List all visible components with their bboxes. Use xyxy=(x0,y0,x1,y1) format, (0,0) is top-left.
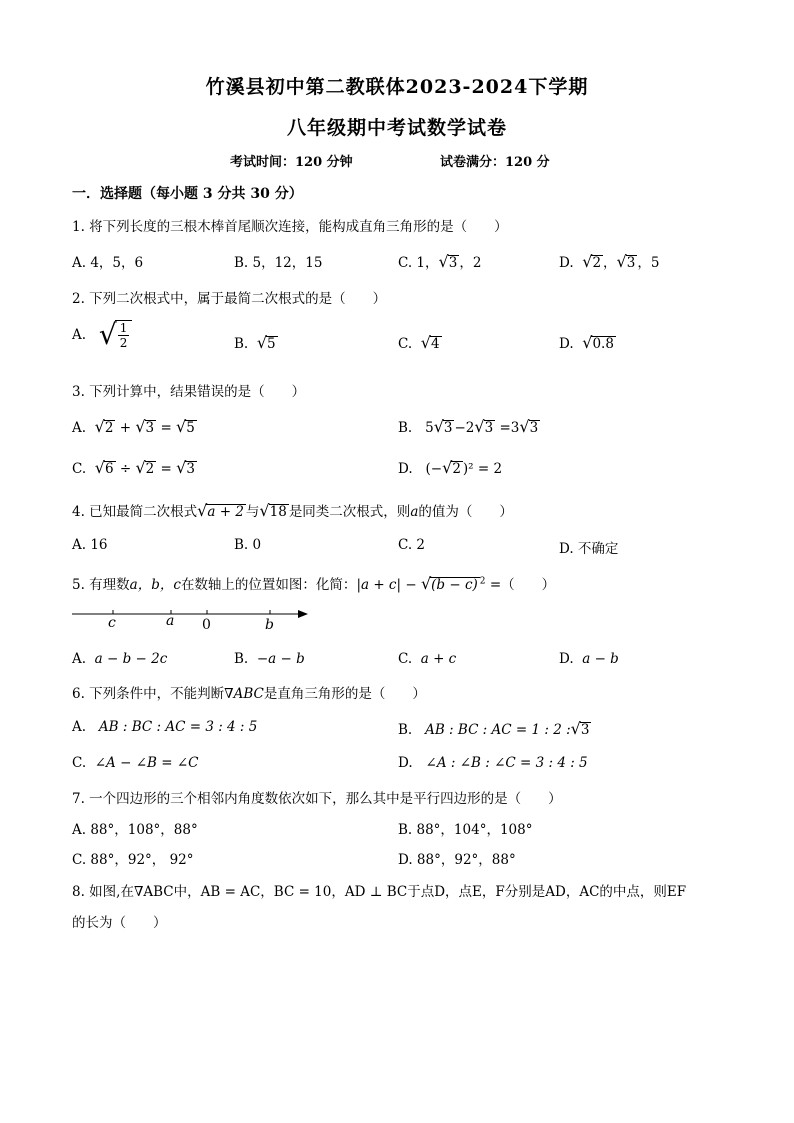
question-5-option-a xyxy=(72,651,167,667)
option-label: A. xyxy=(72,651,87,667)
stem-text: 是同类二次根式，则 xyxy=(288,504,411,520)
option-text: C. 1， xyxy=(398,255,439,271)
operator: − xyxy=(401,577,421,593)
variables: a，b，c xyxy=(129,577,181,593)
option-label: D. xyxy=(398,461,413,477)
question-6-option-a xyxy=(72,719,257,735)
option-label: C. xyxy=(72,755,87,771)
question-6-option-d xyxy=(398,755,588,771)
exam-title-line1: 竹溪县初中第二教联体2023-2024下学期 xyxy=(205,76,589,98)
question-5-option-d xyxy=(559,651,619,667)
question-3-option-b: B. 5√3 −2√3 =3√3 xyxy=(398,417,539,436)
radicand: 6 xyxy=(104,461,114,477)
fraction-denominator: 2 xyxy=(119,336,128,350)
question-4-option-a: A. 16 xyxy=(72,537,108,553)
label-b: b xyxy=(265,617,274,633)
option-value: a − b xyxy=(582,651,619,667)
question-5-stem: 5. 有理数a，b，c在数轴上的位置如图：化简：|a + c| − √(b − c) $^2$ =（ ） xyxy=(72,574,556,593)
question-2-option-b: B. √5 xyxy=(234,333,276,352)
question-3-option-a: A. √2 + √3 = √5 xyxy=(72,417,195,436)
exam-score: 试卷满分：120 分 xyxy=(440,155,550,170)
question-1-option-b: B. 5，12，15 xyxy=(234,255,323,271)
operator: = xyxy=(160,420,172,436)
option-value: AB : BC : AC = 3 : 4 : 5 xyxy=(98,719,258,735)
radicand: 0.8 xyxy=(592,336,614,352)
option-label: D. xyxy=(559,255,574,271)
question-8-stem-line2: 的长为（ ） xyxy=(72,915,167,931)
option-value: AB : BC : AC = 1 : 2 : xyxy=(425,722,571,738)
radicand: 4 xyxy=(430,336,440,352)
stem-text: 在数轴上的位置如图：化简： xyxy=(180,577,357,593)
operator: = xyxy=(160,461,172,477)
exponent: 2 xyxy=(479,576,486,587)
option-label: C. xyxy=(398,651,413,667)
question-6-option-b: B. AB : BC : AC = 1 : 2 :√3 xyxy=(398,719,590,738)
expression-part: )² = 2 xyxy=(462,461,503,477)
operator: + xyxy=(119,420,132,436)
stem-text: 4. 已知最简二次根式 xyxy=(72,504,198,520)
label-a: a xyxy=(166,613,175,629)
expression-part: (− xyxy=(425,461,443,477)
question-3-stem: 3. 下列计算中，结果错误的是（ ） xyxy=(72,384,306,400)
question-3-option-c: C. √6 ÷ √2 = √3 xyxy=(72,458,195,477)
question-4-option-b: B. 0 xyxy=(234,537,262,553)
question-2-option-a: A. √ $\frac{1}{2}$ xyxy=(72,320,132,350)
operator: =3 xyxy=(499,420,520,436)
question-4-option-d: D. 不确定 xyxy=(559,541,619,557)
question-4-stem: 4. 已知最简二次根式√a + 2 与√18 是同类二次根式，则a的值为（ ） xyxy=(72,501,513,520)
question-5-option-c xyxy=(398,651,456,667)
exam-time: 考试时间：120 分钟 xyxy=(230,155,353,170)
option-label: D. xyxy=(559,651,574,667)
variable: a xyxy=(410,504,419,520)
option-text: ，5 xyxy=(637,255,660,271)
option-value: −a − b xyxy=(256,651,305,667)
option-label: D. xyxy=(398,755,413,771)
option-label: B. xyxy=(234,336,249,352)
radicand: 3 xyxy=(145,420,155,436)
radicand: 3 xyxy=(448,255,458,271)
option-value: ∠A − ∠B = ∠C xyxy=(94,755,199,771)
radicand: 3 xyxy=(626,255,636,271)
option-label: B. xyxy=(398,722,413,738)
option-label: B. xyxy=(398,420,413,436)
radicand: 3 xyxy=(443,420,453,436)
question-1-option-d: D. √2 ，√3 ，5 xyxy=(559,252,660,271)
question-4-option-c: C. 2 xyxy=(398,537,426,553)
question-1-stem: 1. 将下列长度的三根木棒首尾顺次连接，能构成直角三角形的是（ ） xyxy=(72,219,508,235)
option-value: a + c xyxy=(420,651,457,667)
option-label: C. xyxy=(398,336,413,352)
radicand: 2 xyxy=(592,255,602,271)
question-1-option-c: C. 1，√3 ，2 xyxy=(398,252,482,271)
number-line xyxy=(70,606,315,634)
option-label: C. xyxy=(72,461,87,477)
radicand: 18 xyxy=(269,504,287,520)
option-label: D. xyxy=(559,336,574,352)
question-7-option-c: C. 88°，92°， 92° xyxy=(72,852,194,868)
triangle-symbol: ∇ABC xyxy=(224,686,264,702)
operator: −2 xyxy=(454,420,475,436)
stem-text: 5. 有理数 xyxy=(72,577,130,593)
label-c: c xyxy=(108,615,116,631)
radicand: 3 xyxy=(186,461,195,477)
option-label: A. xyxy=(72,327,87,343)
radicand: 2 xyxy=(145,461,155,477)
fraction-numerator: 1 xyxy=(119,321,128,335)
axis-arrow xyxy=(298,610,308,618)
question-3-option-d: D. (−√2 )² = 2 xyxy=(398,458,503,477)
exam-title-line2: 八年级期中考试数学试卷 xyxy=(286,117,507,139)
question-7-option-a: A. 88°，108°，88° xyxy=(72,822,198,838)
radicand: 2 xyxy=(452,461,461,477)
radicand: 3 xyxy=(529,420,539,436)
radicand: 5 xyxy=(267,336,276,352)
question-7-stem: 7. 一个四边形的三个相邻内角度数依次如下，那么其中是平行四边形的是（ ） xyxy=(72,791,562,807)
option-text: ，2 xyxy=(459,255,482,271)
option-text: ， xyxy=(603,255,617,271)
coefficient: 5 xyxy=(425,420,434,436)
option-label: B. xyxy=(234,651,249,667)
radicand: a + 2 xyxy=(207,504,244,520)
option-value: a − b − 2c xyxy=(94,651,168,667)
question-1-option-a: A. 4，5，6 xyxy=(72,255,144,271)
operator: ÷ xyxy=(119,461,132,477)
question-6-option-c xyxy=(72,755,198,771)
question-2-option-c: C. √4 xyxy=(398,333,440,352)
stem-text: 的值为（ ） xyxy=(418,504,513,520)
section-heading: 一．选择题（每小题 3 分共 30 分） xyxy=(72,186,303,202)
stem-text: 是直角三角形的是（ ） xyxy=(263,686,426,702)
question-7-option-b: B. 88°，104°，108° xyxy=(398,822,533,838)
radicand: 3 xyxy=(484,420,494,436)
abs-expression: |a + c| xyxy=(356,577,402,593)
option-label: A. xyxy=(72,719,87,735)
radicand: 5 xyxy=(186,420,195,436)
option-label: A. xyxy=(72,420,87,436)
stem-text: 与 xyxy=(245,504,260,520)
radicand: 2 xyxy=(104,420,114,436)
question-6-stem xyxy=(72,682,426,702)
question-2-stem: 2. 下列二次根式中，属于最简二次根式的是（ ） xyxy=(72,291,387,307)
question-2-option-d: D. √0.8 xyxy=(559,333,614,352)
question-5-option-b xyxy=(234,651,305,667)
stem-text: 6. 下列条件中，不能判断 xyxy=(72,686,225,702)
radicand: 3 xyxy=(580,722,590,738)
question-7-option-d: D. 88°，92°，88° xyxy=(398,852,516,868)
option-value: ∠A : ∠B : ∠C = 3 : 4 : 5 xyxy=(425,755,588,771)
question-8-stem-line1: 8. 如图,在∇ABC中，AB = AC，BC = 10，AD ⊥ BC于点D，点E，F分别是AD，AC的中点，则EF xyxy=(72,884,687,900)
radicand: (b − c) xyxy=(431,577,478,593)
label-zero: 0 xyxy=(202,617,211,633)
stem-text: =（ ） xyxy=(489,577,556,593)
